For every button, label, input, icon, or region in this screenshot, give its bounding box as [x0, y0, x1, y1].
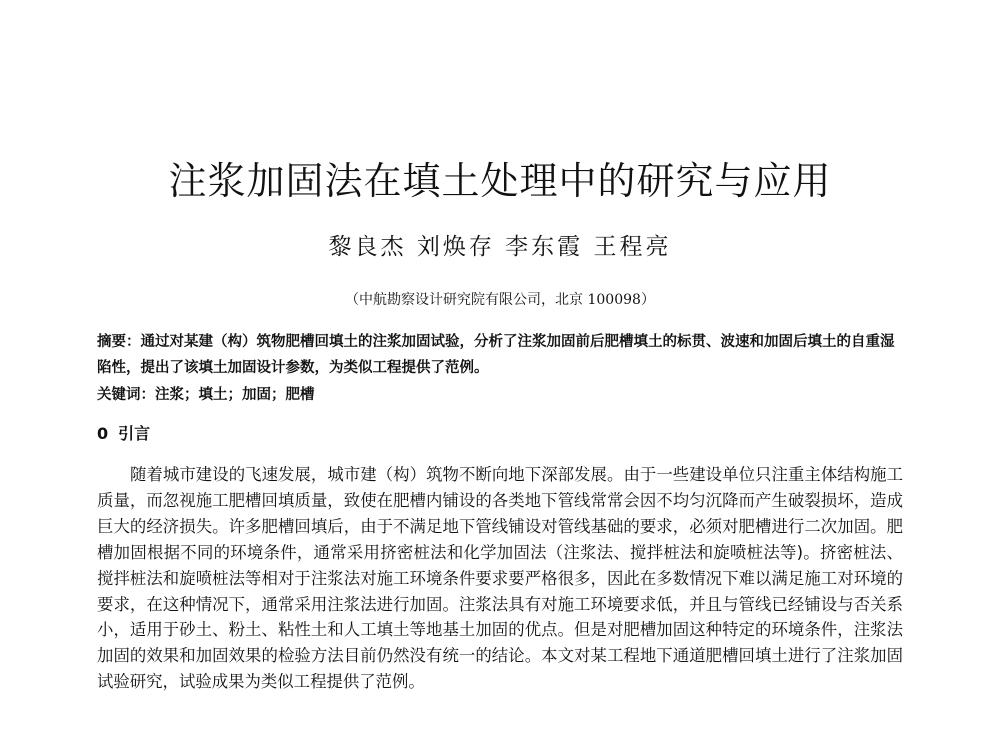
paper-title: 注浆加固法在填土处理中的研究与应用 [168, 159, 832, 203]
keywords-text: 注浆；填土；加固；肥槽 [155, 386, 315, 403]
affiliation: （中航勘察设计研究院有限公司，北京 100098） [345, 292, 655, 308]
section-number: 0 [97, 424, 109, 443]
intro-paragraph: 随着城市建设的飞速发展，城市建（构）筑物不断向地下深部发展。由于一些建设单位只注重主体结构施工质量，而忽视施工肥槽回填质量，致使在肥槽内铺设的各类地下管线常常会因不均匀沉降而产生破裂损坏，造成巨大的经济损失。许多肥槽回填后，由于不满足地下管线铺设对管线基础的要求，必须对肥槽进行二次加固。肥槽加固根据不同的环境条件，通常采用挤密桩法和化学加固法（注浆法、搅拌桩法和旋喷桩法等)。挤密桩法、搅拌桩法和旋喷桩法等相对于注浆法对施工环境条件要求要严格很多，因此在多数情况下难以满足施工对环境的要求，在这种情况下，通常采用注浆法进行加固。注浆法具有对施工环境要求低，并且与管线已经铺设与否关系小，适用于砂土、粉土、粘性土和人工填土等地基土加固的优点。但是对肥槽加固这种特定的环境条件，注浆法加固的效果和加固效果的检验方法目前仍然没有统一的结论。本文对某工程地下通道肥槽回填土进行了注浆加固试验研究，试验成果为类似工程提供了范例。 [97, 465, 903, 692]
abstract [97, 329, 907, 381]
keywords [97, 383, 907, 407]
keywords-label: 关键词： [97, 386, 155, 403]
author-list: 黎良杰 刘焕存 李东霞 王程亮 [328, 234, 672, 260]
abstract-label: 摘要： [97, 333, 141, 350]
section-heading [97, 421, 150, 444]
section-title: 引言 [118, 424, 151, 443]
abstract-text: 通过对某建（构）筑物肥槽回填土的注浆加固试验，分析了注浆加固前后肥槽填土的标贯、波速和加固后填土的自重湿陷性，提出了该填土加固设计参数，为类似工程提供了范例。 [97, 333, 895, 376]
